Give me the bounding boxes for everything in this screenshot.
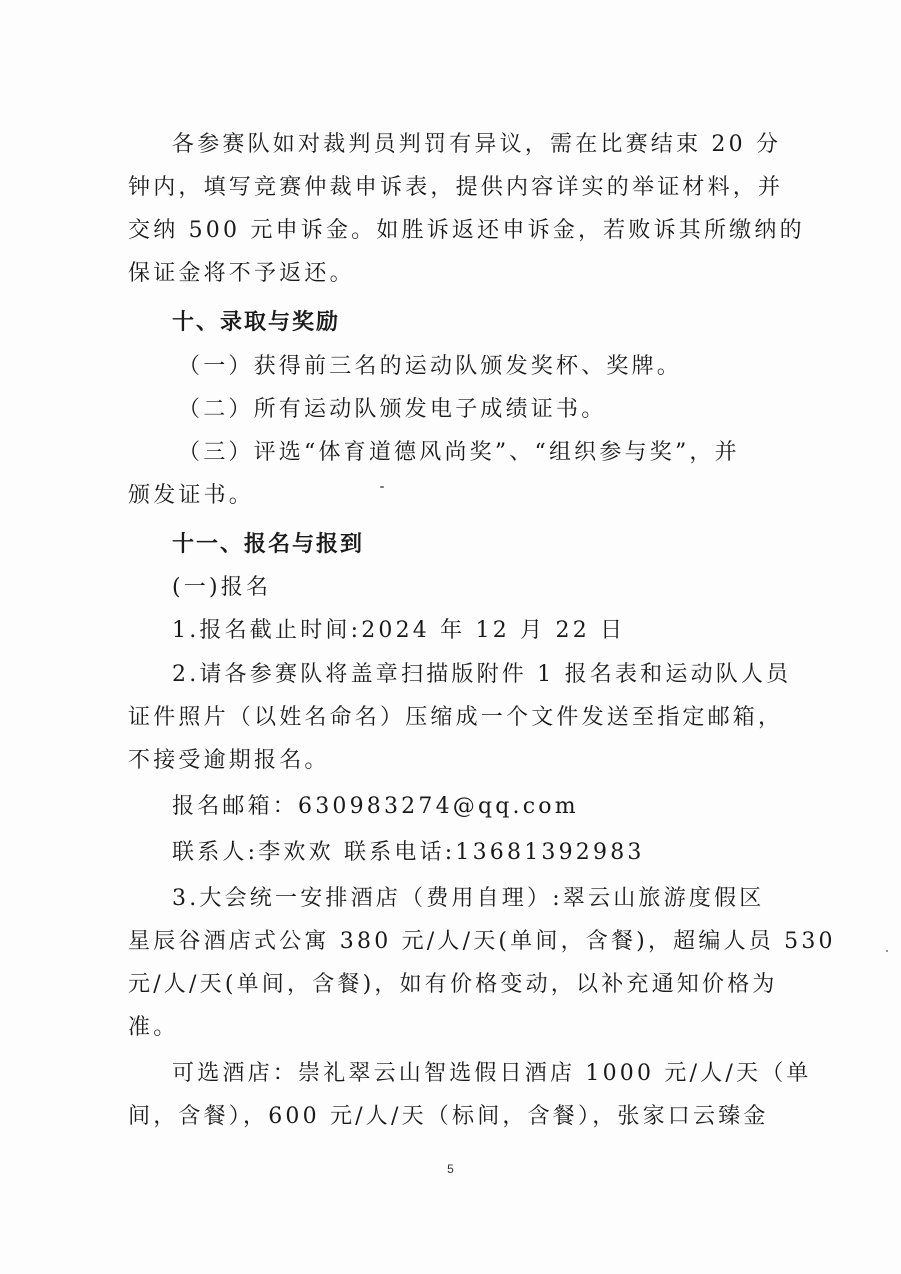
- section-11-heading: 十一、报名与报到: [172, 532, 365, 557]
- optional-hotel-line-1: 可选酒店：崇礼翠云山智选假日酒店 1000 元/人/天（单: [172, 1061, 812, 1086]
- hotel-line-4: 准。: [128, 1015, 179, 1040]
- section-10-item-2: （二）所有运动队颁发电子成绩证书。: [178, 397, 607, 422]
- hotel-line-1: 3.大会统一安排酒店（费用自理）:翠云山旅游度假区: [172, 886, 765, 911]
- page-number: 5: [447, 1162, 454, 1176]
- deadline-item: 1.报名截止时间:2024 年 12 月 22 日: [172, 618, 626, 643]
- section-10-item-1: （一）获得前三名的运动队颁发奖杯、奖牌。: [178, 354, 683, 379]
- section-10-item-3-cont: 颁发证书。: [128, 483, 255, 508]
- scan-speck: [886, 950, 888, 952]
- appeal-line-3: 交纳 500 元申诉金。如胜诉返还申诉金，若败诉其所缴纳的: [128, 218, 805, 243]
- appeal-line-4: 保证金将不予返还。: [128, 261, 355, 286]
- hotel-line-3: 元/人/天(单间，含餐)，如有价格变动，以补充通知价格为: [128, 972, 778, 997]
- registration-email: 报名邮箱：630983274@qq.com: [172, 794, 579, 819]
- subsection-1-title: (一)报名: [172, 575, 272, 600]
- submission-line-1: 2.请各参赛队将盖章扫描版附件 1 报名表和运动队人员: [172, 662, 792, 687]
- section-10-item-3: （三）评选“体育道德风尚奖”、“组织参与奖”，并: [178, 440, 740, 465]
- scan-speck: [380, 486, 384, 488]
- hotel-line-2: 星辰谷酒店式公寓 380 元/人/天(单间，含餐)，超编人员 530: [128, 929, 836, 954]
- optional-hotel-line-2: 间，含餐），600 元/人/天（标间，含餐），张家口云臻金: [128, 1104, 769, 1129]
- submission-line-3: 不接受逾期报名。: [128, 748, 330, 773]
- section-10-heading: 十、录取与奖励: [172, 310, 341, 335]
- submission-line-2: 证件照片（以姓名命名）压缩成一个文件发送至指定邮箱，: [128, 705, 784, 730]
- appeal-line-2: 钟内，填写竞赛仲裁申诉表，提供内容详实的举证材料，并: [128, 175, 784, 200]
- appeal-line-1: 各参赛队如对裁判员判罚有异议，需在比赛结束 20 分: [172, 132, 782, 157]
- contact-info: 联系人:李欢欢 联系电话:13681392983: [172, 840, 645, 865]
